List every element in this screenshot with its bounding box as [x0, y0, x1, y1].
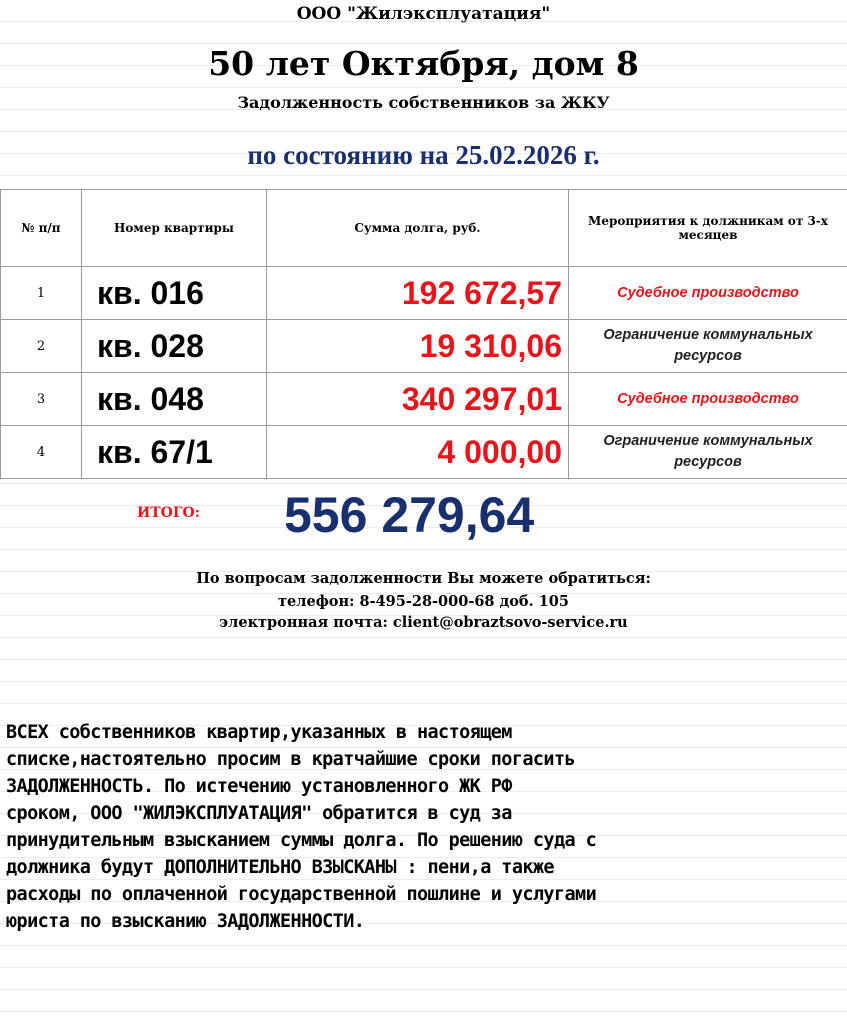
column-header-action: Мероприятия к должникам от 3-х месяцев	[569, 190, 847, 267]
house-address: 50 лет Октября, дом 8	[208, 44, 639, 83]
row-number: 1	[1, 267, 82, 320]
row-number: 2	[1, 320, 82, 373]
as-of-date: по состоянию на 25.02.2026 г.	[247, 140, 600, 170]
table-row	[1, 320, 847, 373]
table-row	[1, 426, 847, 479]
contact-phone: телефон: 8-495-28-000-68 доб. 105	[278, 593, 569, 610]
table-header-row	[1, 190, 847, 267]
apartment-number: кв. 048	[82, 373, 267, 426]
apartment-number: кв. 028	[82, 320, 267, 373]
debtor-action: Судебное производство	[569, 267, 847, 320]
table-row	[1, 373, 847, 426]
company-name: ООО "Жилэксплуатация"	[296, 4, 551, 24]
row-number: 3	[1, 373, 82, 426]
column-header-amount: Сумма долга, руб.	[267, 190, 569, 267]
row-number: 4	[1, 426, 82, 479]
debt-notice: ВСЕХ собственников квартир,указанных в настоящем списке,настоятельно просим в кратчайшие сроки погасить ЗАДОЛЖЕННОСТЬ. По истечению установленного ЖК РФ сроком, ООО "ЖИЛЭКСПЛУАТАЦИЯ" обратится в суд за принудительным взысканием суммы долга. По решению суда с должника будут ДОПОЛНИТЕЛЬНО ВЗЫСКАНЫ : пени,а также расходы по оплаченной государственной пошлине и услугами юриста по взысканию ЗАДОЛЖЕННОСТИ.	[6, 722, 597, 932]
debt-amount: 192 672,57	[267, 267, 569, 320]
table-row	[1, 267, 847, 320]
document-subtitle: Задолженность собственников за ЖКУ	[237, 93, 610, 112]
debt-amount: 19 310,06	[267, 320, 569, 373]
apartment-number: кв. 67/1	[82, 426, 267, 479]
total-label: ИТОГО:	[137, 505, 200, 521]
column-header-apartment: Номер квартиры	[82, 190, 267, 267]
contact-question: По вопросам задолженности Вы можете обратиться:	[196, 570, 651, 587]
apartment-number: кв. 016	[82, 267, 267, 320]
column-header-number: № п/п	[1, 190, 82, 267]
debt-amount: 4 000,00	[267, 426, 569, 479]
debtor-action: Судебное производство	[569, 373, 847, 426]
debt-table	[0, 189, 847, 479]
debt-amount: 340 297,01	[267, 373, 569, 426]
contact-email: электронная почта: client@obraztsovo-service.ru	[219, 614, 628, 631]
debtor-action: Ограничение коммунальных ресурсов	[569, 320, 847, 373]
total-value: 556 279,64	[284, 487, 535, 543]
debtor-action: Ограничение коммунальных ресурсов	[569, 426, 847, 479]
